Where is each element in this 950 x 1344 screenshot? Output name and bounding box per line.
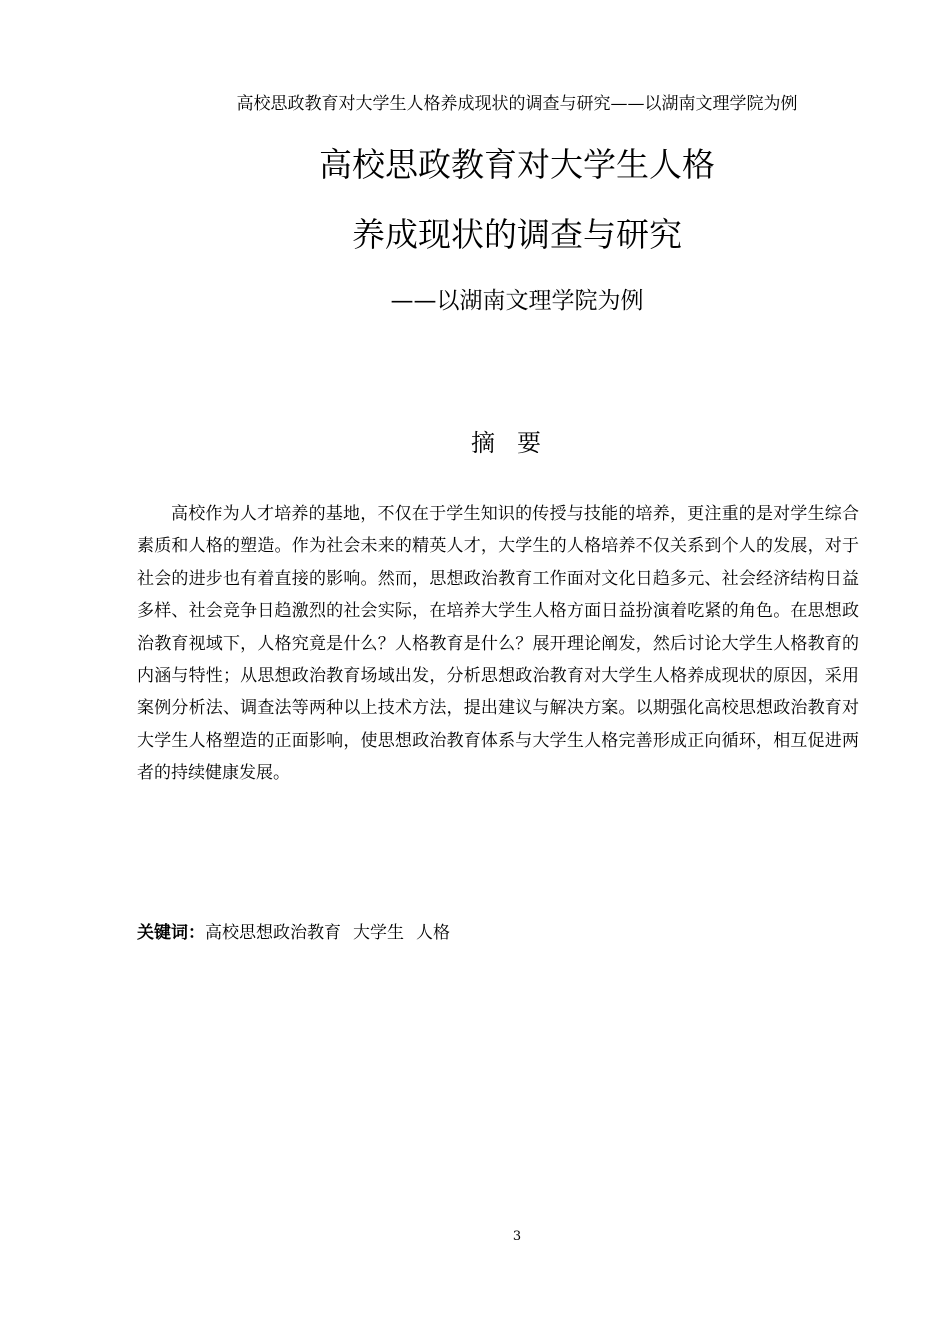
keywords-label: 关键词：	[137, 923, 205, 943]
keyword-item: 高校思想政治教育	[205, 923, 341, 943]
document-title-line-1: 高校思政教育对大学生人格	[319, 145, 715, 184]
keywords-line	[137, 918, 462, 948]
document-title-line-2: 养成现状的调查与研究	[352, 215, 682, 254]
document-subtitle: ——以湖南文理学院为例	[390, 288, 644, 314]
keyword-item: 人格	[416, 923, 450, 943]
keyword-item: 大学生	[353, 923, 404, 943]
running-header: 高校思政教育对大学生人格养成现状的调查与研究——以湖南文理学院为例	[236, 94, 798, 114]
abstract-body: 高校作为人才培养的基地，不仅在于学生知识的传授与技能的培养，更注重的是对学生综合素质和人格的塑造。作为社会未来的精英人才，大学生的人格培养不仅关系到个人的发展，对于社会的进步也有着直接的影响。然而，思想政治教育工作面对文化日趋多元、社会经济结构日益多样、社会竞争日趋激烈的社会实际，在培养大学生人格方面日益扮演着吃紧的角色。在思想政治教育视域下，人格究竟是什么？人格教育是什么？展开理论阐发，然后讨论大学生人格教育的内涵与特性；从思想政治教育场域出发，分析思想政治教育对大学生人格养成现状的原因，采用案例分析法、调查法等两种以上技术方法，提出建议与解决方案。以期强化高校思想政治教育对大学生人格塑造的正面影响，使思想政治教育体系与大学生人格完善形成正向循环，相互促进两者的持续健康发展。	[137, 504, 859, 784]
abstract-heading: 摘要	[471, 429, 563, 457]
page-number: 3	[512, 1229, 522, 1244]
